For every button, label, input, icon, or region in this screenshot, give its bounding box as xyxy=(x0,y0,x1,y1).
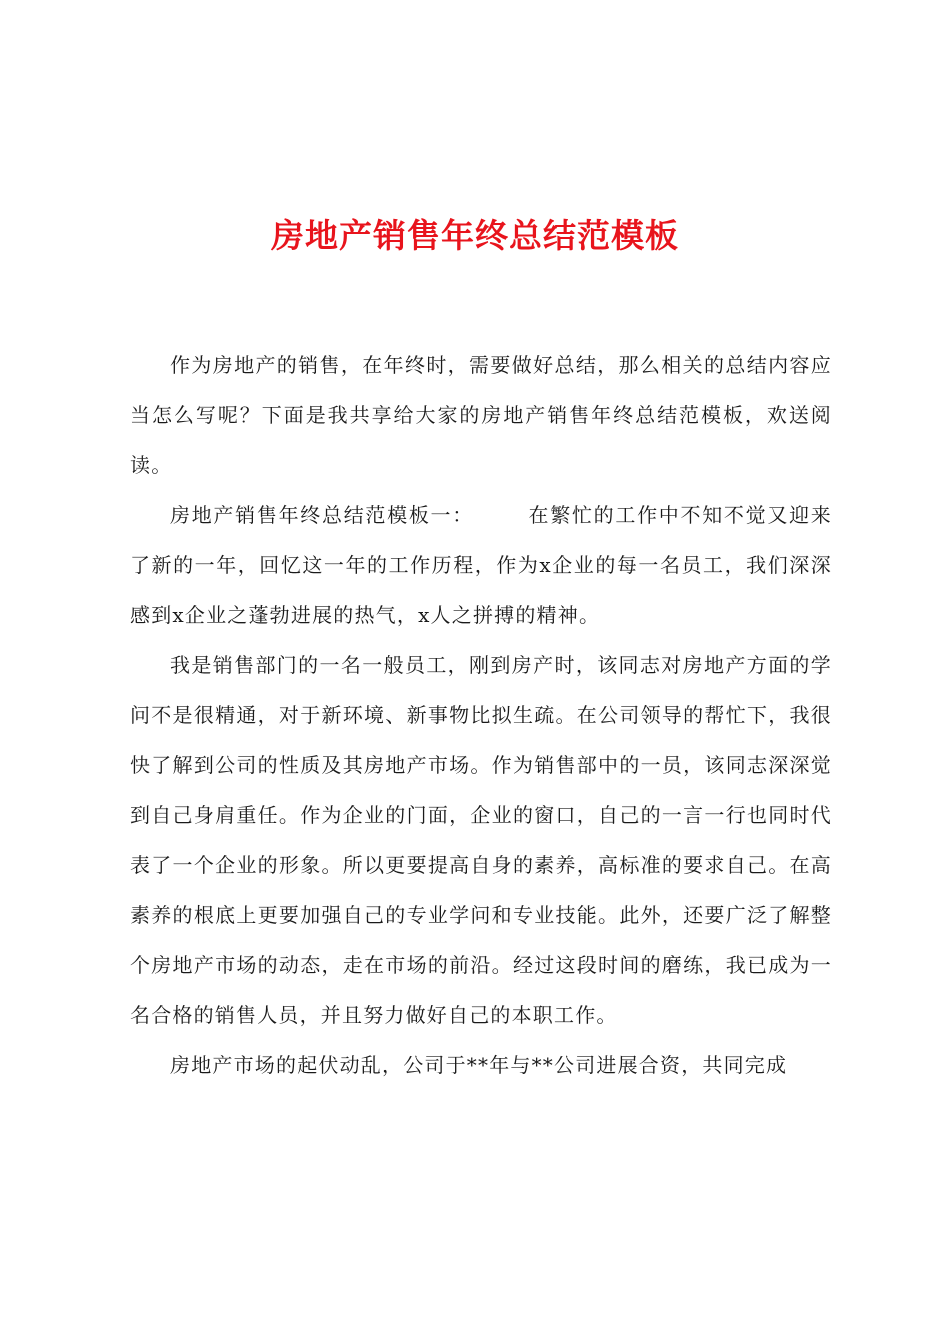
market-paragraph: 房地产市场的起伏动乱，公司于**年与**公司进展合资，共同完成 xyxy=(170,1053,788,1077)
employee-paragraph: 我是销售部门的一名一般员工，刚到房产时，该同志对房地产方面的学问不是很精通，对于新环境、新事物比拟生疏。在公司领导的帮忙下，我很快了解到公司的性质及其房地产市场。作为销售部中的一员，该同志深深觉到自己身肩重任。作为企业的门面，企业的窗口，自己的一言一行也同时代表了一个企业的形象。所以更要提高自身的素养，高标准的要求自己。在高素养的根底上更要加强自己的专业学问和专业技能。此外，还要广泛了解整个房地产市场的动态，走在市场的前沿。经过这段时间的磨练，我已成为一名合格的销售人员，并且努力做好自己的本职工作。 xyxy=(130,653,832,1027)
section-one-heading: 房地产销售年终总结范模板一： xyxy=(170,503,474,527)
document-body xyxy=(130,340,832,1090)
section-one-paragraph xyxy=(130,490,832,640)
intro-paragraph: 作为房地产的销售，在年终时，需要做好总结，那么相关的总结内容应当怎么写呢？下面是我共享给大家的房地产销售年终总结范模板，欢送阅读。 xyxy=(130,353,832,477)
document-title: 房地产销售年终总结范模板 xyxy=(271,216,679,255)
section-one-text: 在繁忙的工作中不知不觉又迎来了新的一年，回忆这一年的工作历程，作为x企业的每一名员工，我们深深感到x企业之蓬勃进展的热气，x人之拼搏的精神。 xyxy=(130,503,832,627)
